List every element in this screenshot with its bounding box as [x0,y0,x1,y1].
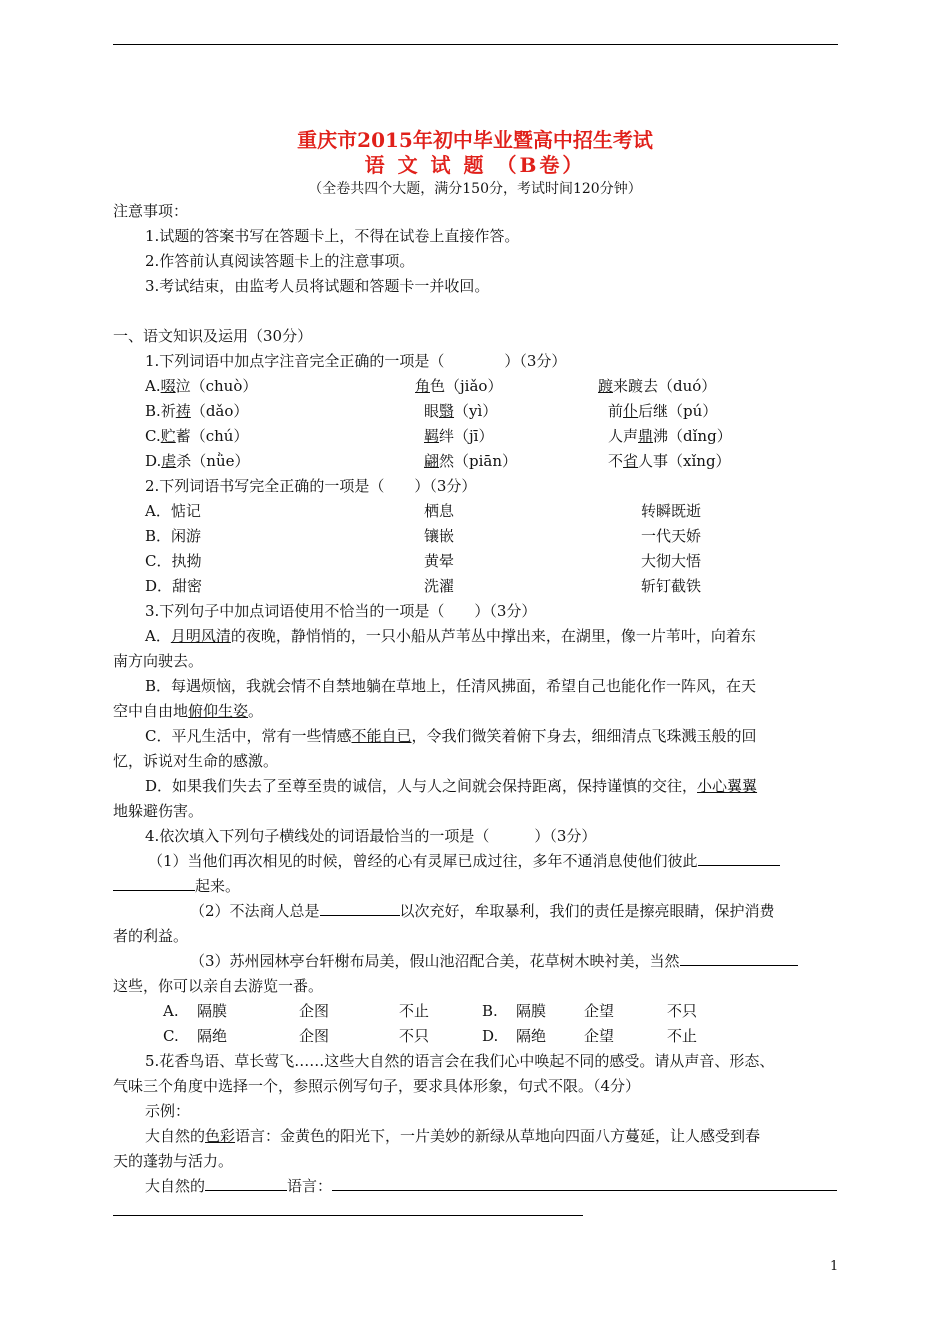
answer-blank[interactable] [698,851,780,866]
q4-option-word: 隔绝 [197,1027,228,1045]
q1-option-a2: 角色（jiǎo） [415,377,503,395]
q2-option: 镶嵌 [424,527,455,545]
question-4-stem: 4.依次填入下列句子横线处的词语最恰当的一项是（ ）（3分） [145,827,597,845]
answer-blank[interactable] [320,901,400,916]
note-item: 1.试题的答案书写在答题卡上，不得在试卷上直接作答。 [145,227,520,245]
exam-title: 重庆市2015年初中毕业暨高中招生考试 [297,128,653,152]
question-2-stem: 2.下列词语书写完全正确的一项是（ ）（3分） [145,477,477,495]
q4-option-word: 隔膜 [516,1002,547,1020]
exam-info: （全卷共四个大题，满分150分，考试时间120分钟） [308,181,642,197]
q3-option-c: C．平凡生活中，常有一些情感不能自已，令我们微笑着俯下身去，细细清点飞珠溅玉般的回 [145,727,757,745]
q2-option: 洗濯 [424,577,455,595]
q3-option-a: A．月明风清的夜晚，静悄悄的，一只小船从芦苇丛中撑出来，在湖里，像一片苇叶，向着东 [145,627,756,645]
answer-line: 大自然的 语言： [145,1176,837,1196]
q1-option-a3: 踱来踱去（duó） [598,377,717,395]
page-number: 1 [830,1259,839,1274]
q3-option-c-cont: 忆，诉说对生命的感激。 [113,752,279,770]
q4-option-label: D. [482,1027,499,1045]
q1-option-b2: 眼翳（yì） [424,402,498,420]
q3-option-b-cont: 空中自由地俯仰生姿。 [113,702,264,720]
q4-option-word: 不只 [399,1027,430,1045]
q1-option-b3: 前仆后继（pú） [608,402,718,420]
q4-option-label: A. [163,1002,179,1020]
q2-option: B．闲游 [145,527,202,545]
answer-blank[interactable] [680,951,798,966]
q4-option-label: C. [163,1027,179,1045]
q4-option-word: 不止 [399,1002,430,1020]
q1-option-d3: 不省人事（xǐng） [608,452,731,470]
q2-option: 黄晕 [424,552,455,570]
q1-option-d1: D.虐杀（nǜe） [145,452,250,470]
q1-option-c1: C.贮蓄（chú） [145,427,249,445]
question-5-stem-cont: 气味三个角度中选择一个，参照示例写句子，要求具体形象，句式不限。（4分） [113,1077,641,1095]
q4-sentence-2: （2）不法商人总是 以次充好，牟取暴利，我们的责任是擦亮眼睛，保护消费 [190,902,775,920]
question-1-stem: 1.下列词语中加点字注音完全正确的一项是（ ）（3分） [145,352,567,370]
q2-option: 转瞬既逝 [641,502,702,520]
q4-option-word: 企图 [299,1027,330,1045]
q2-option: 斩钉截铁 [641,577,702,595]
q2-option: C．执拗 [145,552,202,570]
q4-sentence-1-cont: 起来。 [113,876,240,896]
answer-blank[interactable] [113,1201,583,1216]
q2-option: D．甜密 [145,577,203,595]
answer-line-cont [113,1201,583,1221]
answer-blank[interactable] [332,1176,837,1191]
q3-option-d: D．如果我们失去了至尊至贵的诚信，人与人之间就会保持距离，保持谨慎的交往，小心翼翼 [145,777,758,795]
answer-blank[interactable] [205,1176,287,1191]
q4-option-word: 隔绝 [516,1027,547,1045]
q3-option-a-cont: 南方向驶去。 [113,652,204,670]
q4-sentence-3-cont: 这些，你可以亲自去游览一番。 [113,977,324,995]
q3-option-d-cont: 地躲避伤害。 [113,802,204,820]
q2-option: 大彻大悟 [641,552,702,570]
q4-option-label: B. [482,1002,498,1020]
q1-option-c3: 人声鼎沸（dǐng） [608,427,732,445]
q4-option-word: 不只 [667,1002,698,1020]
answer-blank[interactable] [113,876,195,891]
q2-option: 栖息 [424,502,455,520]
section-heading: 一、语文知识及运用（30分） [113,327,313,345]
q3-option-b: B．每遇烦恼，我就会情不自禁地躺在草地上，任清风拂面，希望自己也能化作一阵风，在天 [145,677,757,695]
q4-option-word: 企望 [584,1002,615,1020]
example-sentence-cont: 天的蓬勃与活力。 [113,1152,234,1170]
q1-option-b1: B.祈祷（dǎo） [145,402,249,420]
q4-option-word: 隔膜 [197,1002,228,1020]
example-sentence: 大自然的色彩语言：金黄色的阳光下，一片美妙的新绿从草地向四面八方蔓延，让人感受到春 [145,1127,761,1145]
note-item: 2.作答前认真阅读答题卡上的注意事项。 [145,252,415,270]
example-label: 示例： [145,1102,191,1120]
question-5-stem: 5.花香鸟语、草长莺飞……这些大自然的语言会在我们心中唤起不同的感受。请从声音、形态、 [145,1052,775,1070]
q4-option-word: 企图 [299,1002,330,1020]
notes-heading: 注意事项： [113,202,189,220]
exam-subtitle: 语 文 试 题 （B卷） [364,153,586,177]
q4-sentence-2-cont: 者的利益。 [113,927,189,945]
q4-sentence-3: （3）苏州园林亭台轩榭布局美，假山池沼配合美，花草树木映衬美，当然 [190,951,798,971]
header-rule [113,44,838,45]
q2-option: A．惦记 [145,502,201,520]
q4-sentence-1: （1）当他们再次相见的时候，曾经的心有灵犀已成过往，多年不通消息使他们彼此 [148,851,780,871]
q4-option-word: 不止 [667,1027,698,1045]
q1-option-d2: 翩然（piān） [424,452,518,470]
note-item: 3.考试结束，由监考人员将试题和答题卡一并收回。 [145,277,490,295]
q4-option-word: 企望 [584,1027,615,1045]
q1-option-a1: A.啜泣（chuò） [145,377,258,395]
q1-option-c2: 羁绊（jī） [424,427,494,445]
q2-option: 一代天娇 [641,527,702,545]
question-3-stem: 3.下列句子中加点词语使用不恰当的一项是（ ）（3分） [145,602,537,620]
